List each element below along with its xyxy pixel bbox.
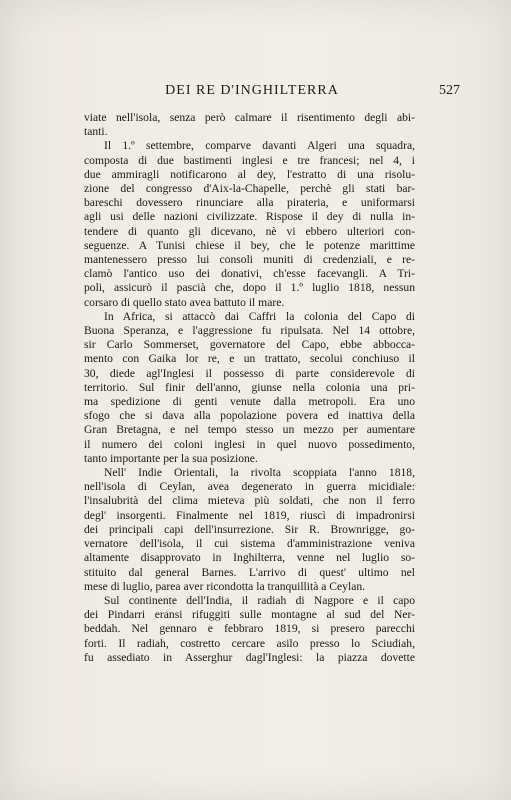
text-line: bareschi dovessero rinunciare alla pirateria, e uniformarsi xyxy=(84,196,415,210)
text-line: territorio. Sul finir dell'anno, giunse nella colonia una pri- xyxy=(84,380,415,394)
text-line: tanti. xyxy=(84,125,108,139)
text-line: beddah. Nel gennaro e febbraro 1819, si presero parecchi xyxy=(84,622,415,636)
running-head: DEI RE D'INGHILTERRA xyxy=(165,83,339,98)
text-line: composta di due bastimenti inglesi e tre francesi; nel 4, i xyxy=(84,153,415,167)
text-line: seguenze. A Tunisi chiese il bey, che le potenze marittime xyxy=(84,238,415,252)
text-line: Sul continente dell'India, il radiah di Nagpore e il capo xyxy=(104,593,415,607)
text-line: viate nell'isola, senza però calmare il risentimento degli abi- xyxy=(84,111,415,124)
page-number: 527 xyxy=(439,83,460,98)
text-line: ma spedizione di genti venute dalla metropoli. Era uno xyxy=(84,395,415,409)
text-line: tendere di quanto gli dicevano, nè vi ebbero ulteriori con- xyxy=(84,224,415,238)
text-line: Gran Bretagna, e nel tempo stesso un mezzo per aumentare xyxy=(84,423,415,437)
text-line: fu assediato in Asserghur dagl'Inglesi: la piazza dovette xyxy=(84,650,415,664)
text-line: mento con Gaika lor re, e un trattato, secolui conchiuso il xyxy=(84,352,415,366)
text-line: dei principali capi dell'insurrezione. Sir R. Brownrigge, go- xyxy=(84,522,415,536)
text-line: degl' insorgenti. Finalmente nel 1819, riuscì di impadronirsi xyxy=(84,508,415,522)
text-line: vernatore dell'isola, il cui sistema d'amministrazione veniva xyxy=(84,537,415,551)
text-line: il numero dei coloni inglesi in quel nuovo possedimento, xyxy=(84,437,415,451)
text-line: 30, diede agl'Inglesi il possesso di parte considerevole di xyxy=(84,366,415,380)
text-line: poli, assicurò il pascià che, dopo il 1.º luglio 1818, nessun xyxy=(84,281,415,295)
text-line: In Africa, si attaccò dai Caffri la colonia del Capo di xyxy=(104,309,415,323)
text-line: mese di luglio, parea aver ricondotta la tranquillità a Ceylan. xyxy=(84,579,366,593)
text-line: dei Pindarri eransi rifuggiti sulle montagne al sud del Ner- xyxy=(84,608,415,622)
text-line: l'insalubrità del clima mieteva più soldati, che non il ferro xyxy=(84,494,415,508)
text-line: corsaro di quello stato avea battuto il mare. xyxy=(84,295,285,309)
text-line: clamò l'antico uso dei donativi, ch'esse facevangli. A Tri- xyxy=(84,267,415,281)
text-line: tanto importante per la sua posizione. xyxy=(84,451,258,465)
text-line: nell'isola di Ceylan, avea degenerato in guerra micidiale: xyxy=(84,480,415,494)
text-line: due ammiragli notificarono al dey, l'estratto di una risolu- xyxy=(84,167,415,181)
text-line: stituito dal general Barnes. L'arrivo di quest' ultimo nel xyxy=(84,565,415,579)
page-header xyxy=(40,83,464,105)
text-line: sir Carlo Sommerset, governatore del Capo, ebbe abbocca- xyxy=(84,338,415,352)
body-text xyxy=(84,111,415,665)
text-line: Il 1.º settembre, comparve davanti Algeri una squadra, xyxy=(104,139,415,153)
text-line: Buona Speranza, e l'aggressione fu ripulsata. Nel 14 ottobre, xyxy=(84,324,415,338)
text-line: sfogo che si dava alla popolazione povera ed inattiva della xyxy=(84,409,415,423)
text-line: zione del congresso d'Aix-la-Chapelle, perchè gli stati bar- xyxy=(84,182,415,196)
text-line: Nell' Indie Orientali, la rivolta scoppiata l'anno 1818, xyxy=(104,466,415,480)
text-line: forti. Il radiah, costretto cercare asilo presso lo Sciudiah, xyxy=(84,636,415,650)
text-line: agli usi delle nazioni civilizzate. Rispose il dey di nulla in- xyxy=(84,210,415,224)
text-line: altamente disapprovato in Inghilterra, venne nel luglio so- xyxy=(84,551,415,565)
text-line: mantenessero presso lui consoli muniti di credenziali, e re- xyxy=(84,253,415,267)
